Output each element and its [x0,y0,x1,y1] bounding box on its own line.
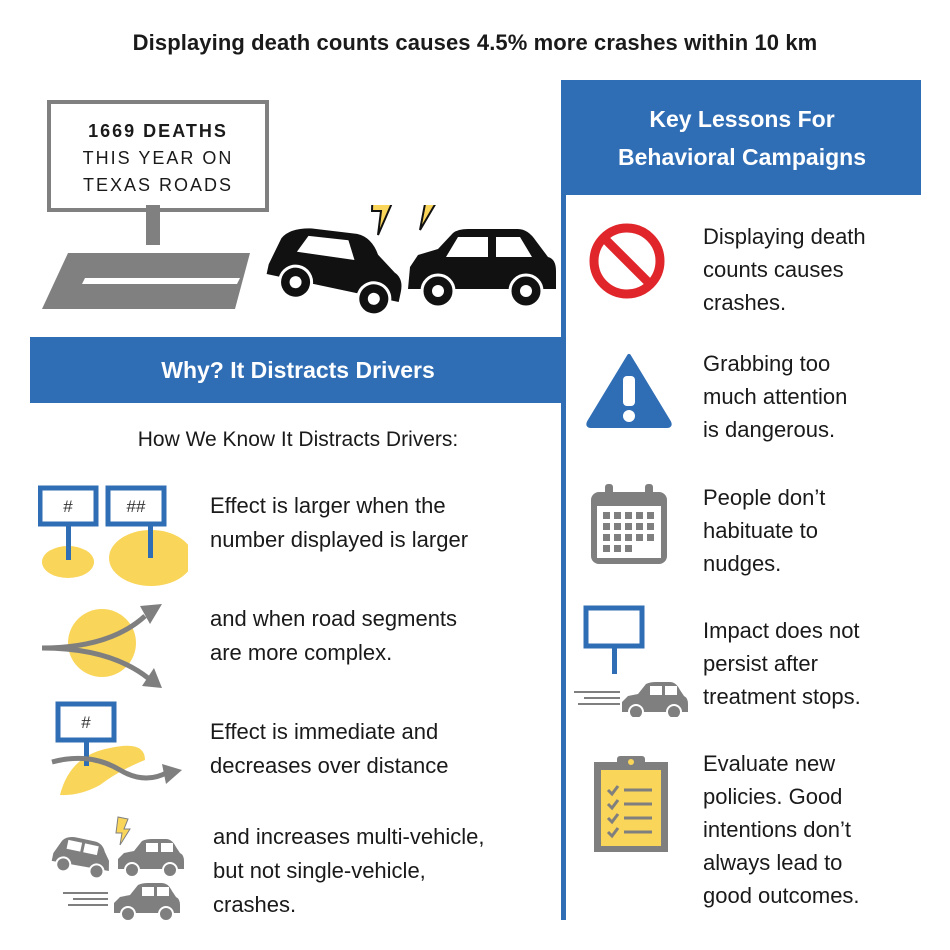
lesson-line: much attention [703,384,848,409]
road-crash-illustration [40,205,560,320]
calendar-icon [587,482,672,567]
evidence-text-3 [210,715,448,783]
evidence-text-1 [210,489,468,557]
lesson-line: intentions don’t [703,817,851,842]
crashing-car-left-icon [263,217,411,319]
lesson-line: counts causes [703,257,844,282]
lesson-line: persist after [703,651,818,676]
key-lessons-title-line-1: Key Lessons For [649,106,835,132]
lesson-line: Evaluate new [703,751,836,776]
why-header: Why? It Distracts Drivers [30,337,566,403]
key-lessons-header [563,80,921,195]
evidence-line: number displayed is larger [210,527,469,552]
sign-line-3: TEXAS ROADS [82,175,234,195]
lesson-line: Grabbing too [703,351,831,376]
sign-line-2: THIS YEAR ON [82,148,234,168]
sign-label: ## [126,497,146,516]
lesson-line: habituate to [703,518,818,543]
sign-post [146,205,160,245]
evidence-line: but not single-vehicle, [213,858,426,883]
evidence-line: Effect is larger when the [210,493,446,518]
sign-size-icon [38,480,188,590]
multi-vehicle-crash-icon [48,815,193,925]
lesson-line: People don’t [703,485,826,510]
lesson-line: crashes. [703,290,787,315]
lesson-line: policies. Good [703,784,843,809]
lightning-icon [372,205,392,235]
lesson-line: always lead to [703,850,843,875]
sign-label: # [81,713,91,732]
lesson-line: treatment stops. [703,684,861,709]
evidence-line: and increases multi-vehicle, [213,824,485,849]
road-dash [82,278,240,284]
prohibited-icon [583,222,673,302]
column-divider [561,80,566,920]
sign-label: # [63,497,73,516]
evidence-line: decreases over distance [210,753,449,778]
lesson-line: Impact does not [703,618,860,643]
lesson-text-3 [703,481,825,580]
crashing-car-right-icon [408,229,556,307]
lesson-text-4 [703,614,861,713]
lesson-text-2 [703,347,847,446]
warning-icon [583,350,675,430]
sign-car-icon [572,602,692,717]
evidence-subheading: How We Know It Distracts Drivers: [137,428,459,451]
evidence-text-2 [210,602,457,670]
lesson-line: Displaying death [703,224,866,249]
evidence-line: and when road segments [210,606,458,631]
evidence-text-4 [213,820,484,922]
sign-line-1: 1669 DEATHS [88,121,228,141]
lesson-line: good outcomes. [703,883,860,908]
evidence-line: are more complex. [210,640,393,665]
key-lessons-title-line-2: Behavioral Campaigns [618,144,866,170]
road-fork-icon [40,598,190,693]
evidence-line: Effect is immediate and [210,719,439,744]
evidence-line: crashes. [213,892,297,917]
lightning-icon [416,205,440,230]
lesson-line: nudges. [703,551,782,576]
death-count-sign [47,100,269,212]
page-title: Displaying death counts causes 4.5% more crashes within 10 km [132,30,818,55]
clipboard-icon [590,752,674,856]
lesson-text-1 [703,220,866,319]
sign-distance-icon [50,700,190,800]
lesson-text-5 [703,747,860,912]
lesson-line: is dangerous. [703,417,836,442]
